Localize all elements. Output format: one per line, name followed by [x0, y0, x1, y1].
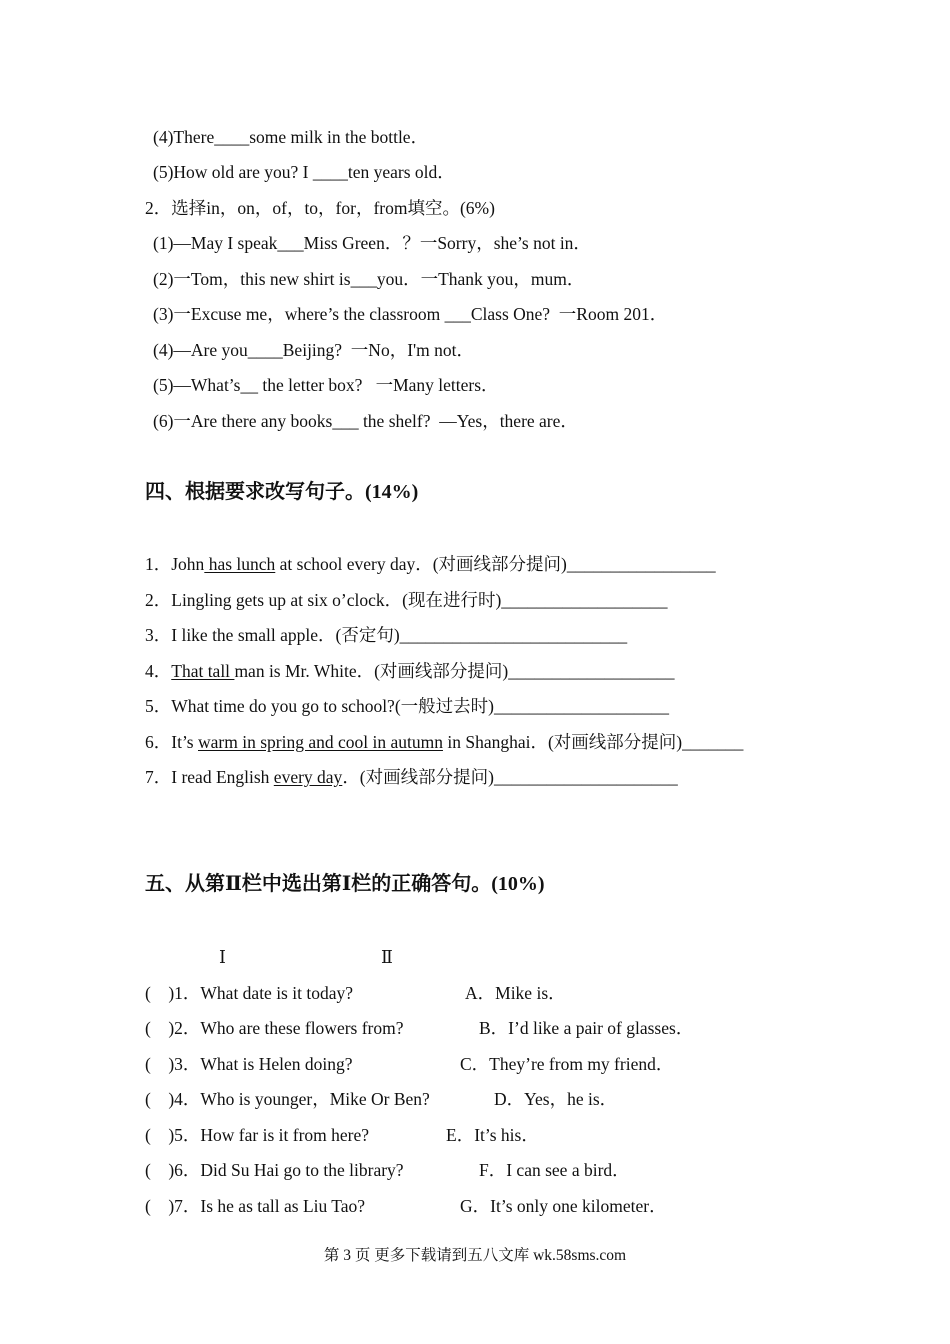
- rewrite-item-1-post: at school every day．(对画线部分提问)_________________: [275, 554, 716, 574]
- rewrite-item-7: [145, 766, 678, 788]
- match-answer-d: D．Yes，he is．: [494, 1089, 618, 1109]
- rewrite-item-6-post: in Shanghai．(对画线部分提问)_______: [442, 732, 744, 752]
- rewrite-item-3-text: 3．I like the small apple．(否定句)__________________________: [145, 625, 628, 645]
- rewrite-item-7-underlined: every day: [273, 767, 343, 787]
- rewrite-item-6-underlined: warm in spring and cool in autumn: [198, 732, 443, 752]
- rewrite-item-5: [145, 695, 669, 717]
- preposition-item-6: (6)一Are there any books___ the shelf? —Yes，there are．: [153, 411, 578, 431]
- preposition-item-1: (1)—May I speak___Miss Green．？一Sorry，she’s not in．: [153, 233, 591, 253]
- rewrite-item-7-post: ．(对画线部分提问)_____________________: [342, 767, 678, 787]
- column-1-header: Ⅰ: [219, 947, 226, 967]
- rewrite-item-1-underlined: has lunch: [204, 554, 276, 574]
- rewrite-item-1: [145, 553, 716, 575]
- section-5-title: 五、从第Ⅱ栏中选出第Ⅰ栏的正确答句。(10%): [145, 873, 545, 895]
- rewrite-item-2-text: 2．Lingling gets up at six o’clock．(现在进行时)___________________: [145, 590, 668, 610]
- match-answer-b: B．I’d like a pair of glasses．: [479, 1018, 694, 1038]
- fill-question-5: (5)How old are you? I ____ten years old．: [153, 162, 455, 182]
- rewrite-item-3: [145, 624, 627, 646]
- preposition-item-5: (5)—What’s__ the letter box? 一Many letters．: [153, 375, 499, 395]
- match-answer-e: E．It’s his．: [446, 1125, 539, 1145]
- match-question-4: ( )4．Who is younger，Mike Or Ben?: [145, 1089, 430, 1109]
- match-answer-a: A．Mike is．: [465, 983, 566, 1003]
- match-answer-f: F．I can see a bird．: [479, 1160, 630, 1180]
- preposition-item-2: (2)一Tom，this new shirt is___you．一Thank you，mum．: [153, 269, 585, 289]
- rewrite-item-5-text: 5．What time do you go to school?(一般过去时)____________________: [145, 696, 669, 716]
- match-question-3: ( )3．What is Helen doing?: [145, 1054, 353, 1074]
- rewrite-item-4-post: man is Mr. White．(对画线部分提问)___________________: [234, 661, 675, 681]
- match-answer-c: C．They’re from my friend．: [460, 1054, 674, 1074]
- match-question-5: ( )5．How far is it from here?: [145, 1125, 370, 1145]
- match-question-1: ( )1．What date is it today?: [145, 983, 353, 1003]
- match-question-6: ( )6．Did Su Hai go to the library?: [145, 1160, 404, 1180]
- match-question-2: ( )2．Who are these flowers from?: [145, 1018, 404, 1038]
- rewrite-item-6-pre: 6．It’s: [145, 732, 198, 752]
- column-2-header: Ⅱ: [381, 947, 393, 967]
- fill-question-4: (4)There____some milk in the bottle．: [153, 127, 429, 147]
- rewrite-item-6: [145, 731, 743, 753]
- preposition-item-4: (4)—Are you____Beijing? 一No，I'm not．: [153, 340, 475, 360]
- page-footer: 第 3 页 更多下载请到五八文库 wk.58sms.com: [323, 1247, 627, 1264]
- rewrite-item-4-pre: 4．: [145, 661, 172, 681]
- preposition-item-3: (3)一Excuse me，where’s the classroom ___Class One? 一Room 201．: [153, 304, 668, 324]
- rewrite-item-7-pre: 7．I read English: [145, 767, 274, 787]
- rewrite-item-4: [145, 660, 675, 682]
- match-question-7: ( )7．Is he as tall as Liu Tao?: [145, 1196, 366, 1216]
- rewrite-item-2: [145, 589, 668, 611]
- preposition-task-title: 2．选择in，on，of，to，for，from填空。(6%): [145, 198, 495, 218]
- section-4-title: 四、根据要求改写句子。(14%): [145, 481, 419, 503]
- match-answer-g: G．It’s only one kilometer．: [460, 1196, 667, 1216]
- rewrite-item-4-underlined: That tall: [171, 661, 235, 681]
- rewrite-item-1-pre: 1．John: [145, 554, 205, 574]
